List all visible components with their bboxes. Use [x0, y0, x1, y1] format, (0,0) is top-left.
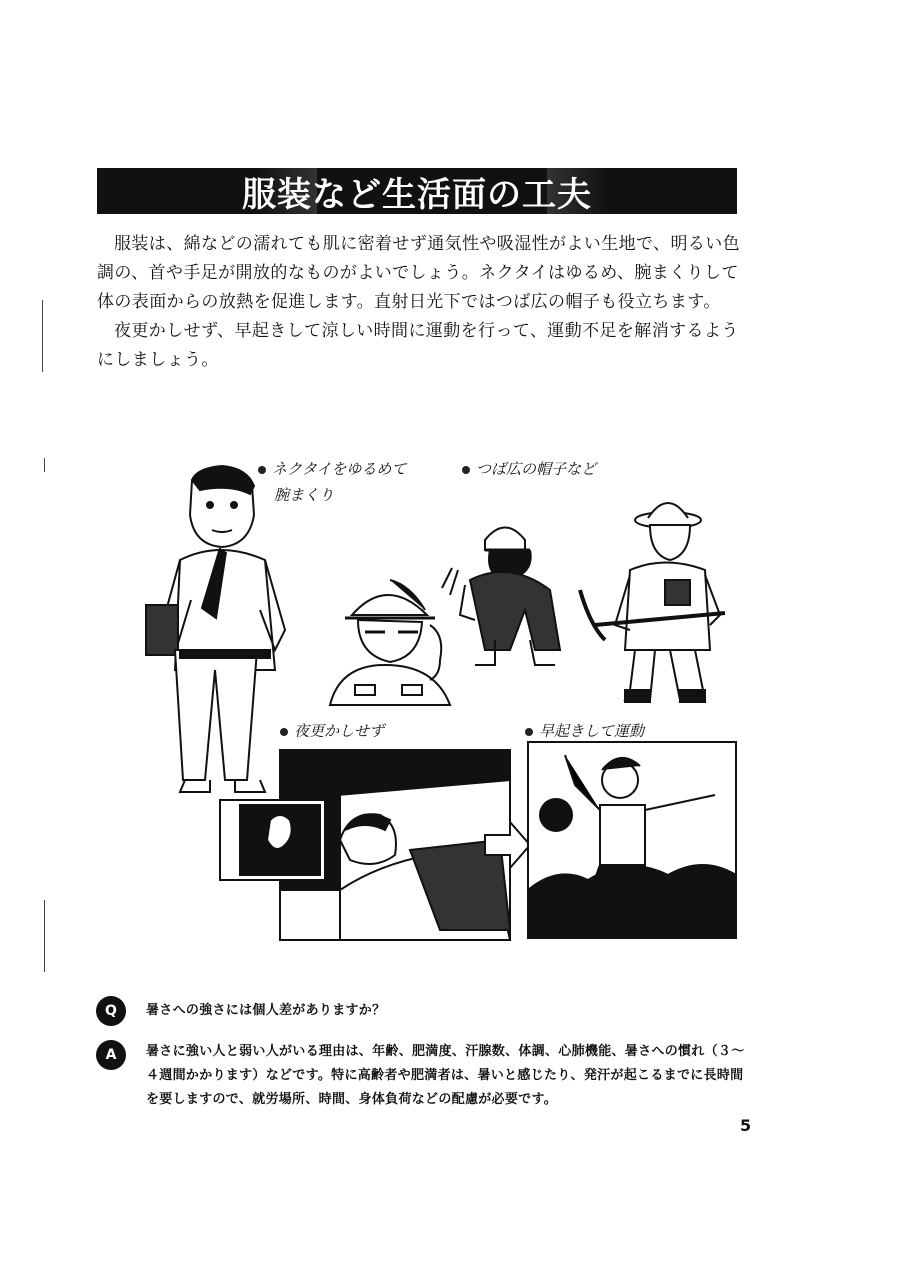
answer-icon: A: [96, 1040, 126, 1070]
helmet-worker-figure: [330, 580, 450, 705]
scan-mark: [42, 300, 43, 372]
section-title-bar: [97, 168, 737, 214]
pickaxe-worker-figure: [580, 503, 725, 702]
morning-exercise-scene: [528, 742, 736, 938]
section-title: 服装など生活面の工夫: [242, 174, 592, 215]
body-text: [97, 230, 747, 375]
paragraph: 服装は、綿などの濡れても肌に密着せず通気性や吸湿性がよい生地で、明るい色調の、首や手足が開放的なものがよいでしょう。ネクタイはゆるめ、腕まくりして体の表面からの放熱を促進します。直射日光下ではつば広の帽子も役立ちます。: [97, 234, 741, 312]
answer-text: 暑さに強い人と弱い人がいる理由は、年齢、肥満度、汗腺数、体調、心肺機能、暑さへの慣れ（３～４週間かかります）などです。特に高齢者や肥満者は、暑いと感じたり、発汗が起こるまでに長時間を要しますので、就労場所、時間、身体負荷などの配慮が必要です。: [146, 1044, 745, 1107]
question-icon: Q: [96, 996, 126, 1026]
scan-mark: [44, 458, 45, 472]
bending-worker-figure: [442, 528, 560, 666]
scan-mark: [44, 900, 45, 972]
caption-night: 夜更かしせず: [280, 720, 384, 741]
businessman-figure: [146, 466, 285, 792]
page-number: 5: [740, 1116, 752, 1135]
night-tv-scene: [220, 750, 510, 940]
caption-tie: ネクタイをゆるめて: [258, 458, 406, 479]
answer-block: [96, 1040, 746, 1112]
question-block: [96, 996, 746, 1023]
paragraph: 夜更かしせず、早起きして涼しい時間に運動を行って、運動不足を解消するようにしましょう。: [97, 321, 739, 370]
illustration: [140, 450, 740, 950]
caption-sleeves: 腕まくり: [274, 486, 335, 504]
illustration-drawing: [140, 450, 740, 950]
caption-hat: つば広の帽子など: [462, 458, 596, 479]
question-text: 暑さへの強さには個人差がありますか？: [146, 1003, 386, 1018]
caption-morning: 早起きして運動: [525, 720, 644, 741]
